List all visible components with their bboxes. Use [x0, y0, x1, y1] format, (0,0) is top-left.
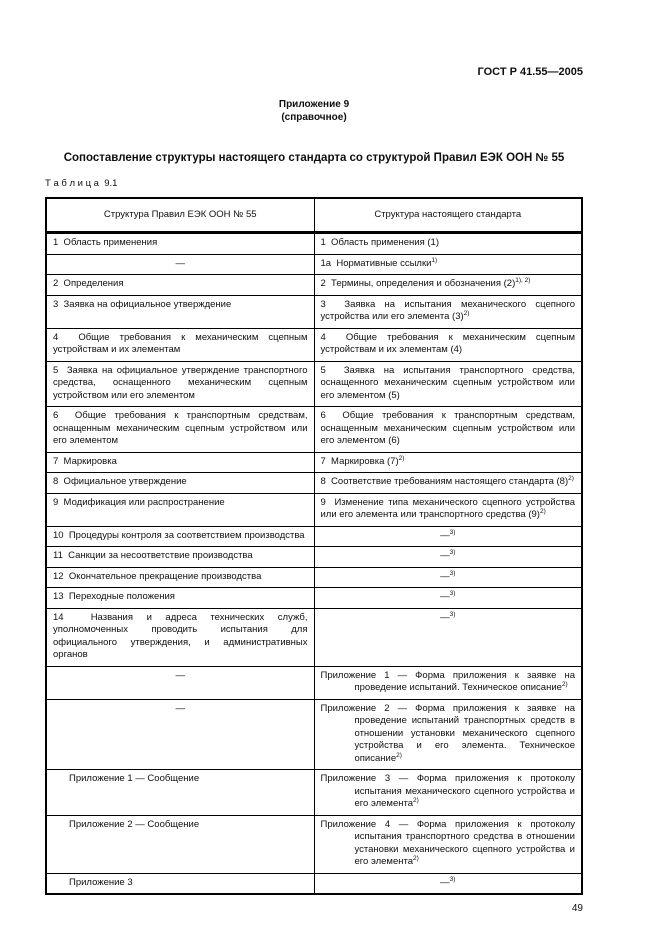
table-row	[46, 547, 582, 568]
table-header-row	[46, 198, 582, 233]
footnote-marker: 2)	[463, 309, 470, 317]
column-header-standard-structure: Структура настоящего стандарта	[314, 198, 582, 233]
cell-text: 13 Переходные положения	[53, 591, 175, 602]
footnote-marker: 3)	[449, 569, 456, 577]
cell-text: 9 Модификация или распространение	[53, 496, 225, 508]
appendix-label: Приложение 9	[278, 99, 350, 110]
table-cell-left	[46, 361, 314, 407]
cell-text: Приложение 1 — Сообщение	[69, 773, 200, 784]
table-cell-right	[314, 233, 582, 255]
appendix-heading	[45, 98, 583, 124]
cell-text: —	[440, 876, 450, 888]
cell-text: 8 Соответствие требованиям настоящего стандарта (8)	[320, 476, 569, 487]
table-cell-right	[314, 275, 582, 296]
footnote-marker: 3)	[449, 548, 456, 556]
cell-text: Приложение 2 — Сообщение	[69, 818, 200, 830]
cell-text: 10 Процедуры контроля за соответствием производства	[53, 529, 305, 541]
footnote-marker: 2)	[539, 507, 546, 515]
cell-text: 5 Заявка на испытания транспортного средства, оснащенного механическим сцепным устройством или его элементом (5)	[320, 364, 575, 401]
section-title: Сопоставление структуры настоящего стандарта со структурой Правил ЕЭК ООН № 55	[63, 152, 565, 164]
footnote-marker: 2)	[413, 796, 419, 804]
doc-code: ГОСТ Р 41.55—2005	[477, 66, 583, 78]
table-cell-right	[314, 588, 582, 609]
table-cell-right	[314, 328, 582, 361]
table-cell-left	[46, 407, 314, 453]
table-row	[46, 407, 582, 453]
footnote-marker: 3)	[449, 589, 456, 597]
comparison-table	[45, 197, 583, 895]
table-row	[46, 328, 582, 361]
footnote-marker: 3)	[449, 610, 456, 618]
cell-text: —	[175, 702, 185, 714]
appendix-type: (справочное)	[281, 112, 347, 123]
table-cell-left	[46, 328, 314, 361]
table-cell-right	[314, 473, 582, 494]
cell-text: 2 Определения	[53, 278, 124, 289]
cell-text: —	[440, 570, 450, 582]
table-cell-left	[46, 452, 314, 473]
table-label: Т а б л и ц а 9.1	[45, 178, 118, 189]
cell-text: 9 Изменение типа механического сцепного устройства или его элемента или транспортного средства (9)	[320, 496, 575, 520]
table-row	[46, 526, 582, 547]
footnote-marker: 2)	[568, 474, 574, 482]
cell-text: 11 Санкции за несоответствие производства	[53, 550, 253, 561]
table-cell-right	[314, 567, 582, 588]
cell-text: Приложение 3 — Форма приложения к протоколу испытания механического сцепного устройства и его элемента	[320, 773, 575, 809]
table-row	[46, 275, 582, 296]
cell-text: 1 Область применения (1)	[320, 237, 440, 248]
table-cell-left	[46, 666, 314, 699]
table-cell-right	[314, 526, 582, 547]
table-cell-left	[46, 233, 314, 255]
table-cell-right	[314, 873, 582, 894]
cell-text: Приложение 2 — Форма приложения к заявке на проведение испытаний транспортных средств в отношении установки механического сцепного устройства и его элемента. Техническое описание	[320, 702, 575, 764]
footnote-marker: 3)	[449, 528, 456, 536]
table-cell-left	[46, 588, 314, 609]
table-cell-right	[314, 699, 582, 770]
table-row	[46, 815, 582, 873]
cell-text: 14 Названия и адреса технических служб, уполномоченных проводить испытания для официального утверждения, и административных органов	[53, 611, 308, 660]
cell-text: 7 Маркировка (7)	[320, 455, 399, 467]
table-cell-left	[46, 493, 314, 526]
footnote-marker: 2)	[398, 454, 405, 462]
table-cell-left	[46, 608, 314, 666]
table-header	[46, 198, 582, 233]
footnote-marker: 1), 2)	[515, 276, 531, 284]
table-cell-right	[314, 361, 582, 407]
cell-text: 8 Официальное утверждение	[53, 476, 187, 487]
cell-text: 4 Общие требования к механическим сцепным устройствам и их элементам (4)	[320, 331, 575, 355]
table-cell-left	[46, 567, 314, 588]
cell-text: Приложение 1 — Форма приложения к заявке на проведение испытаний. Техническое описание	[320, 669, 575, 693]
cell-text: —	[440, 611, 450, 623]
table-cell-right	[314, 254, 582, 275]
cell-text: —	[175, 669, 185, 681]
table-row	[46, 567, 582, 588]
table-cell-left	[46, 473, 314, 494]
table-cell-left	[46, 275, 314, 296]
table-cell-left	[46, 254, 314, 275]
table-cell-right	[314, 493, 582, 526]
table-body	[46, 233, 582, 895]
table-cell-right	[314, 770, 582, 816]
cell-text: —	[175, 257, 185, 269]
cell-text: 7 Маркировка	[53, 455, 117, 467]
table-cell-right	[314, 666, 582, 699]
table-row	[46, 254, 582, 275]
table-row	[46, 233, 582, 255]
table-row	[46, 666, 582, 699]
table-cell-left	[46, 770, 314, 816]
cell-text: 6 Общие требования к транспортным средствам, оснащенным механическим сцепным устройством или его элементом (6)	[320, 410, 575, 446]
table-row	[46, 873, 582, 894]
cell-text: 4 Общие требования к механическим сцепным устройствам и их элементам	[53, 331, 308, 355]
cell-text: 5 Заявка на официальное утверждение транспортного средства, оснащенного механическим сцепным устройством или его элементом	[53, 364, 308, 401]
cell-text: 1 Область применения	[53, 237, 158, 248]
cell-text: —	[440, 550, 450, 561]
footnote-marker: 2)	[396, 751, 402, 759]
table-cell-left	[46, 873, 314, 894]
cell-text: —	[440, 591, 450, 602]
table-row	[46, 295, 582, 328]
table-cell-left	[46, 547, 314, 568]
footnote-marker: 3)	[449, 875, 456, 883]
cell-text: Приложение 4 — Форма приложения к протоколу испытания транспортного средства в отношении установки механического сцепного устройства и его элемента	[320, 818, 575, 867]
table-row	[46, 770, 582, 816]
page-number: 49	[571, 903, 583, 914]
table-cell-left	[46, 699, 314, 770]
table-row	[46, 361, 582, 407]
table-row	[46, 452, 582, 473]
cell-text: 1а Нормативные ссылки	[320, 257, 432, 269]
cell-text: 12 Окончательное прекращение производства	[53, 570, 262, 582]
footnote-marker: 2)	[561, 680, 568, 688]
table-row	[46, 588, 582, 609]
column-header-rules-structure: Структура Правил ЕЭК ООН № 55	[46, 198, 314, 233]
table-cell-right	[314, 608, 582, 666]
cell-text: 2 Термины, определения и обозначения (2)	[320, 278, 516, 289]
table-cell-right	[314, 547, 582, 568]
cell-text: 3 Заявка на официальное утверждение	[53, 298, 232, 310]
cell-text: 6 Общие требования к транспортным средствам, оснащенным механическим сцепным устройством или его элементом	[53, 410, 308, 446]
table-cell-right	[314, 407, 582, 453]
table-cell-right	[314, 815, 582, 873]
cell-text: —	[440, 529, 450, 541]
table-cell-left	[46, 295, 314, 328]
table-row	[46, 473, 582, 494]
table-cell-left	[46, 815, 314, 873]
table-row	[46, 608, 582, 666]
cell-text: Приложение 3	[69, 876, 133, 888]
table-row	[46, 493, 582, 526]
table-cell-right	[314, 452, 582, 473]
table-cell-left	[46, 526, 314, 547]
footnote-marker: 1)	[431, 256, 438, 264]
table-row	[46, 699, 582, 770]
footnote-marker: 2)	[413, 854, 419, 862]
cell-text: 3 Заявка на испытания механического сцепного устройства или его элемента (3)	[320, 298, 575, 322]
table-cell-right	[314, 295, 582, 328]
